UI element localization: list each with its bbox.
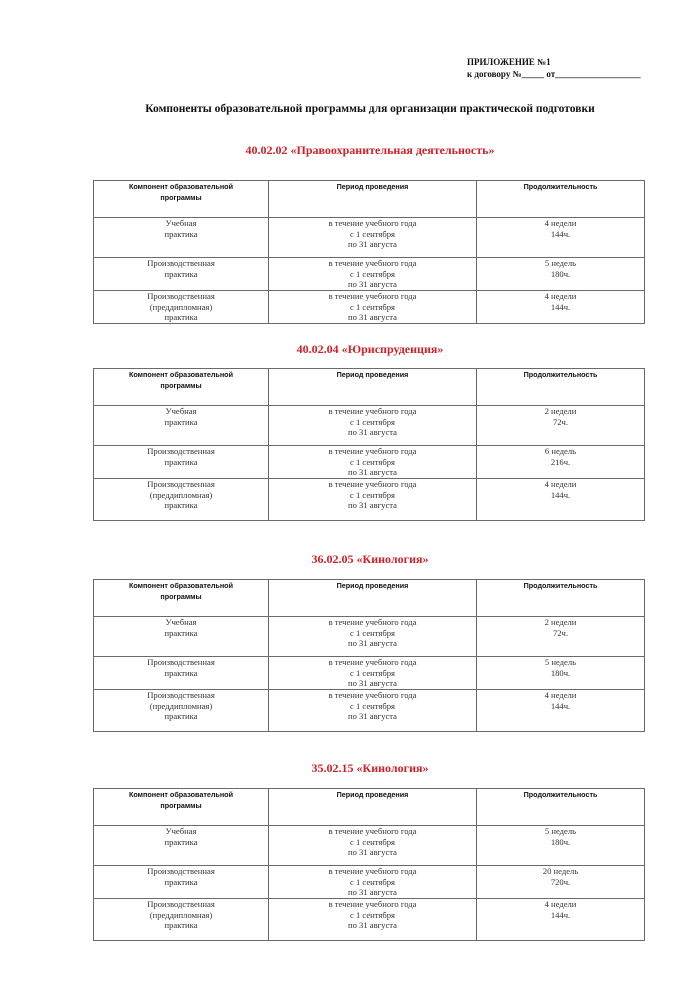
period-line: по 31 августа (348, 239, 397, 250)
duration-cell (477, 218, 645, 258)
duration-cell (477, 690, 645, 732)
component-line: (преддипломная) (149, 489, 213, 500)
duration-line: 72ч. (552, 416, 569, 427)
duration-cell (477, 291, 645, 324)
period-line: по 31 августа (348, 312, 397, 323)
duration-cell (477, 479, 645, 521)
header-component (94, 181, 269, 218)
duration-cell (477, 446, 645, 479)
duration-cell (477, 899, 645, 941)
component-line: практика (164, 456, 198, 467)
component-line: практика (164, 711, 198, 722)
table-row (94, 617, 645, 657)
component-cell (94, 258, 269, 291)
period-line: в течение учебного года (328, 446, 417, 456)
period-cell (269, 258, 477, 291)
period-line: в течение учебного года (328, 617, 417, 627)
duration-line: 216ч. (550, 456, 571, 467)
period-cell (269, 617, 477, 657)
header-component-line: Компонент образовательной (129, 581, 233, 590)
header-component-line: Компонент образовательной (129, 790, 233, 799)
component-cell (94, 657, 269, 690)
component-line: практика (164, 667, 198, 678)
header-component-line: Компонент образовательной (129, 182, 233, 191)
period-line: по 31 августа (348, 678, 397, 689)
header-duration: Продолжительность (477, 181, 645, 218)
component-line: Учебная (165, 617, 197, 627)
duration-line: 72ч. (552, 627, 569, 638)
period-cell (269, 899, 477, 941)
duration-line: 4 недели (544, 218, 577, 228)
component-line: практика (164, 312, 198, 323)
component-cell (94, 866, 269, 899)
duration-line: 144ч. (550, 909, 571, 920)
duration-line: 180ч. (550, 268, 571, 279)
component-line: практика (164, 228, 198, 239)
program-components-table (93, 788, 645, 941)
period-cell (269, 826, 477, 866)
period-line: с 1 сентября (350, 700, 395, 711)
component-line: Учебная (165, 218, 197, 228)
period-line: с 1 сентября (350, 627, 395, 638)
period-line: с 1 сентября (350, 268, 395, 279)
duration-line: 4 недели (544, 479, 577, 489)
period-cell (269, 657, 477, 690)
program-components-table (93, 579, 645, 732)
component-cell (94, 690, 269, 732)
header-duration: Продолжительность (477, 369, 645, 406)
duration-cell (477, 406, 645, 446)
component-line: (преддипломная) (149, 301, 213, 312)
period-line: в течение учебного года (328, 258, 417, 268)
period-line: с 1 сентября (350, 456, 395, 467)
header-period: Период проведения (269, 789, 477, 826)
component-line: практика (164, 500, 198, 511)
period-line: с 1 сентября (350, 416, 395, 427)
duration-line: 4 недели (544, 899, 577, 909)
period-line: в течение учебного года (328, 479, 417, 489)
duration-line: 5 недель (544, 657, 577, 667)
duration-line: 180ч. (550, 667, 571, 678)
component-cell (94, 617, 269, 657)
duration-line: 144ч. (550, 700, 571, 711)
period-cell (269, 446, 477, 479)
table-header-row (94, 789, 645, 826)
duration-line: 720ч. (550, 876, 571, 887)
duration-line: 5 недель (544, 826, 577, 836)
component-cell (94, 291, 269, 324)
duration-line: 5 недель (544, 258, 577, 268)
component-cell (94, 446, 269, 479)
component-line: практика (164, 627, 198, 638)
duration-line: 180ч. (550, 836, 571, 847)
table-row (94, 406, 645, 446)
duration-line: 4 недели (544, 291, 577, 301)
table-header-row (94, 580, 645, 617)
header-component-line: программы (160, 592, 202, 601)
component-cell (94, 406, 269, 446)
duration-line: 144ч. (550, 228, 571, 239)
component-line: практика (164, 268, 198, 279)
period-cell (269, 866, 477, 899)
period-line: в течение учебного года (328, 406, 417, 416)
duration-line: 2 недели (544, 617, 577, 627)
duration-line: 4 недели (544, 690, 577, 700)
period-line: в течение учебного года (328, 657, 417, 667)
component-line: (преддипломная) (149, 700, 213, 711)
table-row (94, 826, 645, 866)
period-line: с 1 сентября (350, 489, 395, 500)
program-title: 35.02.15 «Кинология» (311, 761, 429, 775)
duration-cell (477, 258, 645, 291)
header-component-line: программы (160, 381, 202, 390)
component-line: Производственная (147, 291, 215, 301)
period-line: с 1 сентября (350, 228, 395, 239)
header-period: Период проведения (269, 580, 477, 617)
period-line: по 31 августа (348, 279, 397, 290)
duration-line: 2 недели (544, 406, 577, 416)
duration-cell (477, 866, 645, 899)
table-row (94, 218, 645, 258)
component-line: (преддипломная) (149, 909, 213, 920)
program-title: 40.02.04 «Юриспруденция» (296, 342, 444, 356)
component-line: Учебная (165, 826, 197, 836)
component-cell (94, 218, 269, 258)
program-title: 40.02.02 «Правоохранительная деятельность» (245, 143, 495, 157)
component-cell (94, 899, 269, 941)
duration-line: 144ч. (550, 489, 571, 500)
header-component (94, 369, 269, 406)
period-line: в течение учебного года (328, 866, 417, 876)
table-row (94, 291, 645, 324)
period-line: с 1 сентября (350, 836, 395, 847)
component-line: Производственная (147, 446, 215, 456)
program-components-table (93, 180, 645, 324)
period-line: в течение учебного года (328, 899, 417, 909)
program-title: 36.02.05 «Кинология» (311, 552, 429, 566)
duration-line: 6 недель (544, 446, 577, 456)
header-period: Период проведения (269, 369, 477, 406)
header-duration: Продолжительность (477, 580, 645, 617)
component-line: Производственная (147, 657, 215, 667)
period-line: с 1 сентября (350, 667, 395, 678)
program-components-table (93, 368, 645, 521)
table-header-row (94, 369, 645, 406)
period-line: по 31 августа (348, 920, 397, 931)
duration-cell (477, 657, 645, 690)
table-row (94, 657, 645, 690)
duration-line: 20 недель (542, 866, 579, 876)
period-line: в течение учебного года (328, 690, 417, 700)
component-line: Производственная (147, 899, 215, 909)
table-row (94, 690, 645, 732)
period-cell (269, 479, 477, 521)
table-row (94, 479, 645, 521)
period-line: с 1 сентября (350, 301, 395, 312)
header-component (94, 580, 269, 617)
component-line: Производственная (147, 690, 215, 700)
component-line: Учебная (165, 406, 197, 416)
component-cell (94, 826, 269, 866)
component-line: практика (164, 416, 198, 427)
table-header-row (94, 181, 645, 218)
period-line: по 31 августа (348, 711, 397, 722)
table-row (94, 866, 645, 899)
component-line: практика (164, 836, 198, 847)
period-line: в течение учебного года (328, 826, 417, 836)
component-line: практика (164, 920, 198, 931)
document-title: Компоненты образовательной программы для организации практической подготовки (145, 103, 595, 115)
table-row (94, 446, 645, 479)
period-line: в течение учебного года (328, 291, 417, 301)
table-row (94, 258, 645, 291)
period-line: по 31 августа (348, 467, 397, 478)
component-line: Производственная (147, 258, 215, 268)
period-line: по 31 августа (348, 847, 397, 858)
period-line: по 31 августа (348, 500, 397, 511)
contract-reference: к договору №_____ от___________________ (467, 69, 641, 79)
component-line: Производственная (147, 479, 215, 489)
component-line: Производственная (147, 866, 215, 876)
period-line: с 1 сентября (350, 876, 395, 887)
duration-cell (477, 617, 645, 657)
duration-line: 144ч. (550, 301, 571, 312)
period-line: с 1 сентября (350, 909, 395, 920)
header-component (94, 789, 269, 826)
period-cell (269, 406, 477, 446)
period-line: по 31 августа (348, 887, 397, 898)
duration-cell (477, 826, 645, 866)
period-line: в течение учебного года (328, 218, 417, 228)
table-row (94, 899, 645, 941)
header-component-line: Компонент образовательной (129, 370, 233, 379)
header-component-line: программы (160, 193, 202, 202)
period-line: по 31 августа (348, 638, 397, 649)
header-component-line: программы (160, 801, 202, 810)
period-cell (269, 291, 477, 324)
header-duration: Продолжительность (477, 789, 645, 826)
period-line: по 31 августа (348, 427, 397, 438)
period-cell (269, 690, 477, 732)
header-period: Период проведения (269, 181, 477, 218)
appendix-header (467, 56, 641, 80)
appendix-title: ПРИЛОЖЕНИЕ №1 (467, 57, 551, 67)
component-line: практика (164, 876, 198, 887)
component-cell (94, 479, 269, 521)
period-cell (269, 218, 477, 258)
